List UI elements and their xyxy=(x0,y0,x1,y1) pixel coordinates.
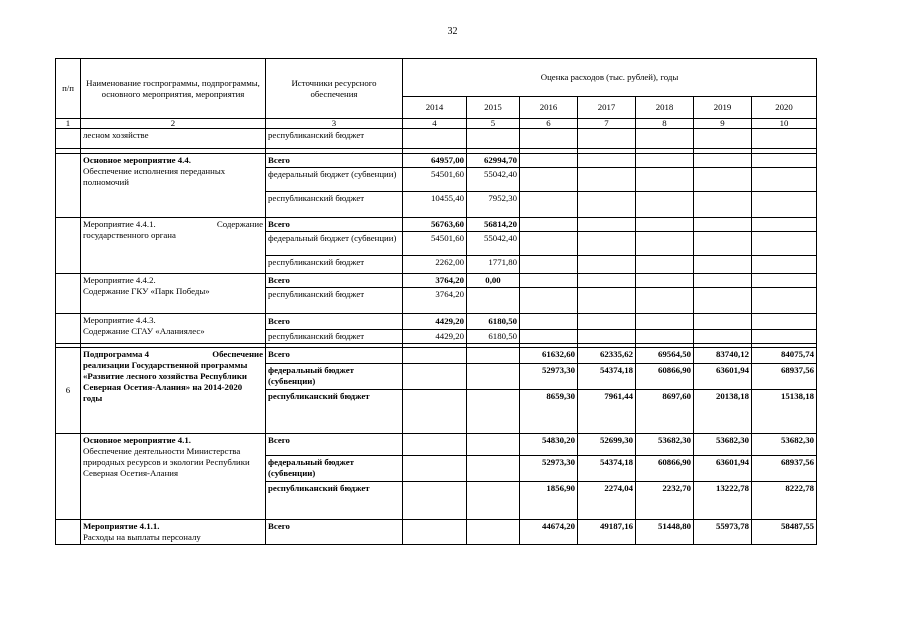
np-cell: 6 xyxy=(56,348,81,434)
value-cell: 54374,18 xyxy=(578,364,636,390)
colnum-5: 5 xyxy=(467,119,520,129)
value-cell: 7961,44 xyxy=(578,390,636,434)
value-cell: 55973,78 xyxy=(694,520,752,545)
value-cell: 64957,00 xyxy=(403,154,467,168)
value-cell: 52973,30 xyxy=(520,364,578,390)
colnum-4: 4 xyxy=(403,119,467,129)
value-cell: 55042,40 xyxy=(467,168,520,192)
value-cell: 7952,30 xyxy=(467,192,520,218)
value-cell: 10455,40 xyxy=(403,192,467,218)
value-cell: 2274,04 xyxy=(578,482,636,520)
colnum-9: 9 xyxy=(694,119,752,129)
value-cell: 44674,20 xyxy=(520,520,578,545)
value-cell: 54501,60 xyxy=(403,168,467,192)
source-cell: республиканский бюджет xyxy=(266,192,403,218)
header-source: Источники ресурсного обеспечения xyxy=(266,59,403,119)
value-cell: 53682,30 xyxy=(694,434,752,456)
source-cell: республиканский бюджет xyxy=(266,256,403,274)
value-cell: 15138,18 xyxy=(752,390,817,434)
item-name: Подпрограмма 4 Обеспечение реализации Государственной программы «Развитие лесного хозяйства Республики Северная Осетия-Алания» на 2014-2020 годы xyxy=(81,348,266,434)
value-cell: 2232,70 xyxy=(636,482,694,520)
value-cell: 49187,16 xyxy=(578,520,636,545)
item-name: Мероприятие 4.1.1. Расходы на выплаты персоналу xyxy=(81,520,266,545)
page-number: 32 xyxy=(447,26,458,37)
value-cell: 51448,80 xyxy=(636,520,694,545)
source-cell: республиканский бюджет xyxy=(266,390,403,434)
np-cell xyxy=(56,129,81,149)
item-name: Мероприятие 4.4.3. Содержание СГАУ «Аланиялес» xyxy=(81,314,266,344)
value-cell: 63601,94 xyxy=(694,456,752,482)
value-cell: 4429,20 xyxy=(403,330,467,344)
value-cell: 55042,40 xyxy=(467,232,520,256)
value-cell: 1771,80 xyxy=(467,256,520,274)
value-cell: 3764,20 xyxy=(403,274,467,288)
colnum-1: 1 xyxy=(56,119,81,129)
source-cell: федеральный бюджет (субвенции) xyxy=(266,168,403,192)
item-name: Мероприятие 4.4.2. Содержание ГКУ «Парк Победы» xyxy=(81,274,266,314)
source-cell: Всего xyxy=(266,274,403,288)
value-cell: 8697,60 xyxy=(636,390,694,434)
header-np: п/п xyxy=(56,59,81,119)
value-cell: 53682,30 xyxy=(636,434,694,456)
item-name: Основное мероприятие 4.4. Обеспечение исполнения переданных полномочий xyxy=(81,154,266,218)
value-cell: 0,00 xyxy=(467,274,520,288)
value-cell: 69564,50 xyxy=(636,348,694,364)
value-cell: 68937,56 xyxy=(752,364,817,390)
source-cell: федеральный бюджет (субвенции) xyxy=(266,364,403,390)
value-cell: 53682,30 xyxy=(752,434,817,456)
item-name: Основное мероприятие 4.1. Обеспечение деятельности Министерства природных ресурсов и экологии Республики Северная Осетия-Алания xyxy=(81,434,266,520)
value-cell: 56763,60 xyxy=(403,218,467,232)
value-cell: 56814,20 xyxy=(467,218,520,232)
header-estimate: Оценка расходов (тыс. рублей), годы xyxy=(403,59,817,97)
colnum-6: 6 xyxy=(520,119,578,129)
source-cell: Всего xyxy=(266,218,403,232)
value-cell: 60866,90 xyxy=(636,456,694,482)
source-cell: Всего xyxy=(266,314,403,330)
source-cell: федеральный бюджет (субвенции) xyxy=(266,456,403,482)
value-cell xyxy=(467,288,520,314)
value-cell: 8222,78 xyxy=(752,482,817,520)
header-name: Наименование госпрограммы, подпрограммы, основного мероприятия, мероприятия xyxy=(81,59,266,119)
value-cell: 68937,56 xyxy=(752,456,817,482)
value-cell: 3764,20 xyxy=(403,288,467,314)
value-cell: 2262,00 xyxy=(403,256,467,274)
source-cell: Всего xyxy=(266,520,403,545)
year-2020: 2020 xyxy=(752,97,817,119)
value-cell: 20138,18 xyxy=(694,390,752,434)
source-cell: Всего xyxy=(266,434,403,456)
source-cell: республиканский бюджет xyxy=(266,482,403,520)
value-cell: 61632,60 xyxy=(520,348,578,364)
source-cell: Всего xyxy=(266,348,403,364)
value-cell: 63601,94 xyxy=(694,364,752,390)
source-cell: республиканский бюджет xyxy=(266,129,403,149)
colnum-8: 8 xyxy=(636,119,694,129)
budget-table xyxy=(55,58,817,545)
year-2017: 2017 xyxy=(578,97,636,119)
value-cell: 6180,50 xyxy=(467,330,520,344)
value-cell: 54501,60 xyxy=(403,232,467,256)
value-cell: 62994,70 xyxy=(467,154,520,168)
value-cell: 6180,50 xyxy=(467,314,520,330)
colnum-2: 2 xyxy=(81,119,266,129)
source-cell: республиканский бюджет xyxy=(266,288,403,314)
source-cell: республиканский бюджет xyxy=(266,330,403,344)
value-cell: 13222,78 xyxy=(694,482,752,520)
source-cell: Всего xyxy=(266,154,403,168)
item-name: лесном хозяйстве xyxy=(81,129,266,149)
year-2014: 2014 xyxy=(403,97,467,119)
value-cell: 8659,30 xyxy=(520,390,578,434)
value-cell: 83740,12 xyxy=(694,348,752,364)
value-cell: 54830,20 xyxy=(520,434,578,456)
item-name: Мероприятие 4.4.1. Содержание государственного органа xyxy=(81,218,266,274)
year-2018: 2018 xyxy=(636,97,694,119)
value-cell: 60866,90 xyxy=(636,364,694,390)
value-cell: 58487,55 xyxy=(752,520,817,545)
value-cell: 4429,20 xyxy=(403,314,467,330)
value-cell: 62335,62 xyxy=(578,348,636,364)
value-cell: 54374,18 xyxy=(578,456,636,482)
value-cell: 52973,30 xyxy=(520,456,578,482)
value-cell: 52699,30 xyxy=(578,434,636,456)
colnum-10: 10 xyxy=(752,119,817,129)
value-cell: 84075,74 xyxy=(752,348,817,364)
year-2016: 2016 xyxy=(520,97,578,119)
source-cell: федеральный бюджет (субвенции) xyxy=(266,232,403,256)
colnum-7: 7 xyxy=(578,119,636,129)
colnum-3: 3 xyxy=(266,119,403,129)
value-cell: 1856,90 xyxy=(520,482,578,520)
year-2015: 2015 xyxy=(467,97,520,119)
year-2019: 2019 xyxy=(694,97,752,119)
